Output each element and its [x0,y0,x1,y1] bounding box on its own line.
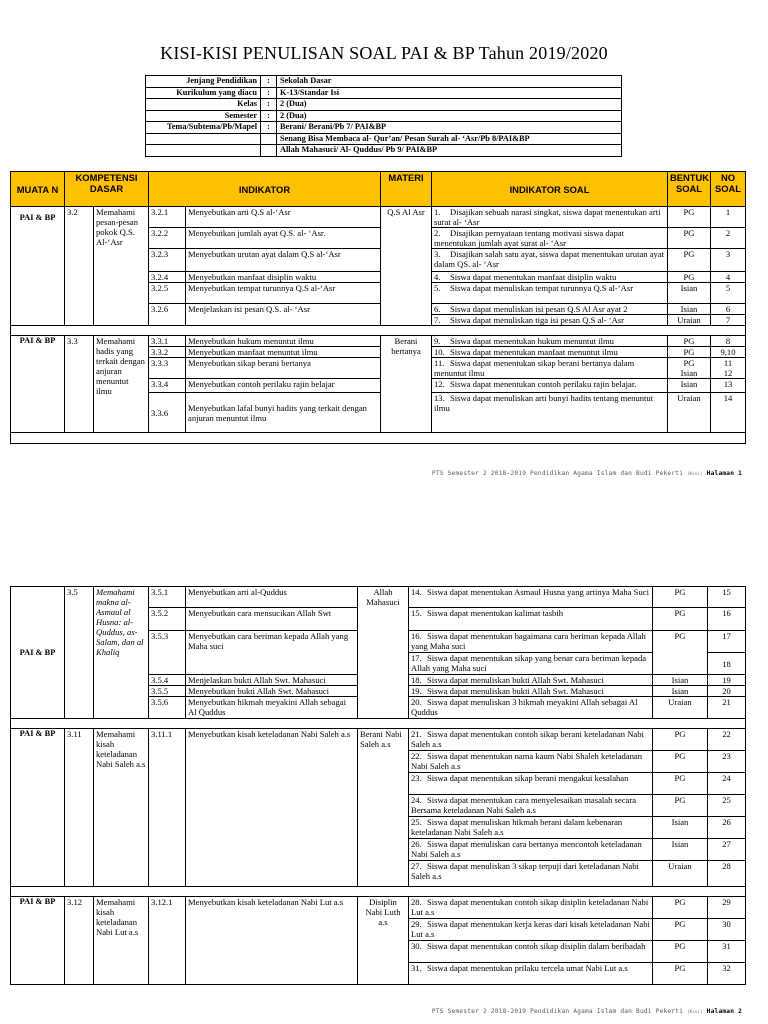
soal-number: 19. [411,686,422,696]
info-colon: : [261,99,277,111]
soal-cell [432,336,668,347]
indikator-text: Menjelaskan bukti Allah Swt. Mahasuci [186,675,358,686]
soal-cell [409,608,653,631]
soal-cell [409,773,653,795]
soal-cell [432,315,668,326]
info-row [146,76,622,88]
bentuk-soal: Uraian [668,393,711,433]
table-row [11,897,746,919]
materi-cell: Berani bertanya [381,336,432,433]
no-soal: 2 [711,228,746,249]
indikator-number: 3.11.1 [149,729,186,887]
bentuk-soal: PG [668,249,711,272]
bentuk-soal: PG [653,963,708,985]
soal-number: 14. [411,587,422,597]
soal-number: 12. [434,379,445,389]
soal-cell [432,304,668,315]
info-key: Jenjang Pendidikan [146,76,261,88]
footer-small: (Kisi) [687,471,703,476]
header-muatan: MUATA N [11,172,65,207]
soal-number: 13. [434,393,445,403]
indikator-number: 3.5.4 [149,675,186,686]
soal-text: Siswa dapat menuliskan arti bunyi hadits tentang menuntut ilmu [434,393,654,413]
soal-text: Disajikan sebuah narasi singkat, siswa dapat menentukan arti surat al- ‘Asr [434,207,661,227]
materi-cell: Allah Mahasuci [358,587,409,719]
no-soal-a: 11 [723,358,733,368]
indikator-text: Menyebutkan contoh perilaku rajin belajar [186,379,381,393]
info-key: Semester [146,110,261,122]
soal-cell [409,751,653,773]
soal-text: Siswa dapat menentukan sikap berani mengakui kesalahan [427,773,629,783]
soal-cell [409,631,653,653]
soal-cell [432,207,668,228]
soal-number: 18. [411,675,422,685]
indikator-number: 3.5.1 [149,587,186,608]
soal-number: 11. [434,358,445,368]
soal-text: Siswa dapat menuliskan cara bertanya mencontoh keteladanan Nabi Saleh a.s [411,839,642,859]
indikator-text: Menyebutkan lafal bunyi hadits yang terkait dengan anjuran menuntut ilmu [186,393,381,433]
soal-text: Siswa dapat menuliskan bukti Allah Swt. Mahasuci [427,675,604,685]
indikator-text: Menyebutkan jumlah ayat Q.S. al- ‘Asr. [186,228,381,249]
soal-text: Siswa dapat menentukan Asmaul Husna yang artinya Maha Suci [427,587,649,597]
no-soal: 25 [708,795,746,817]
no-soal: 22 [708,729,746,751]
soal-cell [432,272,668,283]
info-value: Senang Bisa Membaca al- Qur’an/ Pesan Surah al- ‘Asr/Pb 8/PAI&BP [277,133,622,145]
soal-number: 21. [411,729,422,739]
soal-cell [432,228,668,249]
soal-cell [409,817,653,839]
footer-small: (Kisi) [687,1009,703,1014]
info-row [146,87,622,99]
soal-cell [409,919,653,941]
soal-text: Disajikan pernyataan tentang motivasi siswa dapat menentukan jumlah ayat surat al- ‘Asr [434,228,624,248]
document-title: KISI-KISI PENULISAN SOAL PAI & BP Tahun 2019/2020 [160,43,608,63]
kd-number: 3.11 [65,729,94,887]
no-soal: 26 [708,817,746,839]
indikator-number: 3.2.5 [149,283,186,304]
info-row [146,145,622,157]
bentuk-soal: PG [653,795,708,817]
soal-number: 17. [411,653,422,663]
page-footer-2 [432,1008,742,1015]
soal-number: 1. [434,207,441,217]
indikator-text: Menyebutkan bukti Allah Swt. Mahasuci [186,686,358,697]
indikator-number: 3.2.1 [149,207,186,228]
soal-number: 24. [411,795,422,805]
info-colon [261,145,277,157]
bentuk-soal: PG [653,751,708,773]
indikator-number: 3.3.6 [149,393,186,433]
soal-cell [409,963,653,985]
kd-number: 3.2 [65,207,94,326]
footer-page: Halaman 1 [706,470,742,477]
materi-cell: Disiplin Nabi Luth a.s [358,897,409,985]
indikator-text: Menyebutkan arti Q.S al-‘Asr [186,207,381,228]
no-soal: 3 [711,249,746,272]
indikator-text: Menyebutkan hukum menuntut ilmu [186,336,381,347]
no-soal: 21 [708,697,746,719]
bentuk-soal-a: PG [683,358,695,368]
spacer-row [11,326,746,336]
no-soal: 30 [708,919,746,941]
soal-cell [409,795,653,817]
info-value: Sekolah Dasar [277,76,622,88]
indikator-text: Menyebutkan manfaat menuntut ilmu [186,347,381,358]
soal-number: 6. [434,304,441,314]
soal-cell [432,379,668,393]
soal-text: Siswa dapat menuliskan 3 hikmah meyakini Allah sebagai Al Quddus [411,697,638,717]
soal-cell [432,249,668,272]
indikator-number: 3.3.2 [149,347,186,358]
indikator-text: Menjelaskan isi pesan Q.S. al- ‘Asr [186,304,381,326]
soal-number: 10. [434,347,445,357]
indikator-text: Menyebutkan urutan ayat dalam Q.S al-‘Asr [186,249,381,272]
info-value: 2 (Dua) [277,110,622,122]
no-soal: 20 [708,686,746,697]
info-row [146,110,622,122]
muatan-cell: PAI & BP [11,729,65,887]
info-value: Allah Mahasuci/ Al- Quddus/ Pb 9/ PAI&BP [277,145,622,157]
bentuk-soal [668,358,711,379]
soal-text: Siswa dapat menentukan bagaimana cara beriman kepada Allah yang Maha suci [411,631,646,651]
info-colon [261,133,277,145]
bentuk-soal: PG [668,347,711,358]
bentuk-soal: PG [653,919,708,941]
footer-page: Halaman 2 [706,1008,742,1015]
soal-text: Siswa dapat menentukan contoh sikap berani keteladanan Nabi Saleh a.s [411,729,644,749]
soal-cell [409,686,653,697]
soal-cell [409,675,653,686]
bentuk-soal: Uraian [668,315,711,326]
header-kompetensi: KOMPETENSI DASAR [65,172,149,207]
spacer-row [11,719,746,729]
soal-text: Siswa dapat menuliskan isi pesan Q.S Al Asr ayat 2 [450,304,628,314]
indikator-text: Menyebutkan hikmah meyakini Allah sebagai Al Quddus [186,697,358,719]
footer-text: PTS Semester 2 2018-2019 Pendidikan Agama Islam dan Budi Pekerti [431,470,684,477]
soal-text: Siswa dapat menuliskan 3 sikap terpuji dari keteladanan Nabi Saleh a.s [411,861,639,881]
bentuk-soal: PG [653,897,708,919]
soal-text: Siswa dapat menuliskan tiga isi pesan Q.S al- ‘Asr [450,315,624,325]
indikator-number: 3.3.3 [149,358,186,379]
bentuk-soal: Isian [653,817,708,839]
no-soal: 17 [708,631,746,653]
info-key: Tema/Subtema/Pb/Mapel [146,122,261,134]
soal-text: Siswa dapat menentukan contoh sikap disiplin dalam beribadah [427,941,646,951]
soal-number: 30. [411,941,422,951]
muatan-cell: PAI & BP [11,897,65,985]
bentuk-soal-b: Isian [680,368,698,378]
indikator-text: Menyebutkan cara mensucikan Allah Swt [186,608,358,631]
soal-text: Siswa dapat menentukan kerja keras dari kisah keteladanan Nabi Lut a.s [411,919,650,939]
soal-text: Siswa dapat menentukan kalimat tasbih [427,608,564,618]
soal-text: Siswa dapat menentukan hukum menuntut ilmu [450,336,614,346]
table-row [11,336,746,347]
soal-text: Siswa dapat menuliskan bukti Allah Swt. Mahasuci [427,686,604,696]
no-soal-b: 12 [723,368,733,378]
indikator-number: 3.12.1 [149,897,186,985]
info-value: 2 (Dua) [277,99,622,111]
soal-cell [432,347,668,358]
bentuk-soal: Isian [668,379,711,393]
soal-text: Siswa dapat menuliskan hikmah berani dalam kebenaran keteladanan Nabi Saleh a.s [411,817,623,837]
indikator-text: Menyebutkan arti al-Quddus [186,587,358,608]
info-row [146,122,622,134]
soal-number: 31. [411,963,422,973]
indikator-number: 3.2.2 [149,228,186,249]
soal-number: 4. [434,272,441,282]
soal-cell [432,393,668,433]
soal-number: 28. [411,897,422,907]
kd-number: 3.5 [65,587,94,719]
soal-cell [409,839,653,861]
header-indikator-soal: INDIKATOR SOAL [432,172,668,207]
soal-cell [409,587,653,608]
bentuk-soal: PG [668,336,711,347]
no-soal: 19 [708,675,746,686]
soal-cell [409,653,653,675]
no-soal: 18 [708,653,746,675]
header-bentuk-soal: BENTUK SOAL [668,172,711,207]
muatan-cell: PAI & BP [11,207,65,326]
bentuk-soal: PG [653,773,708,795]
spacer-row [11,433,746,444]
info-colon: : [261,76,277,88]
bentuk-soal: PG [668,228,711,249]
no-soal: 27 [708,839,746,861]
kd-text: Memahami makna al-Asmaul al Husna: al-Quddus, as-Salam, dan al Khaliq [94,587,149,719]
bentuk-soal: Uraian [653,861,708,887]
soal-text: Siswa dapat menentukan prilaku tercela umat Nabi Lut a.s [427,963,628,973]
materi-cell: Berani Nabi Saleh a.s [358,729,409,887]
soal-number: 22. [411,751,422,761]
soal-text: Siswa dapat menentukan sikap yang benar cara beriman kepada Allah yang Maha suci [411,653,647,673]
soal-cell [409,897,653,919]
muatan-cell: PAI & BP [11,587,65,719]
page-footer-1 [432,470,742,477]
kd-text: Memahami hadis yang terkait dengan anjuran menuntut ilmu [94,336,149,433]
kisi-table-page2 [10,586,746,985]
indikator-number: 3.2.3 [149,249,186,272]
no-soal: 31 [708,941,746,963]
soal-number: 16. [411,631,422,641]
soal-number: 3. [434,249,441,259]
soal-text: Siswa dapat menentukan manfaat menuntut ilmu [450,347,618,357]
bentuk-soal: Isian [653,686,708,697]
no-soal: 24 [708,773,746,795]
header-no-soal: NO SOAL [711,172,746,207]
bentuk-soal: PG [653,941,708,963]
info-row [146,133,622,145]
no-soal: 15 [708,587,746,608]
kd-number: 3.12 [65,897,94,985]
soal-cell [409,861,653,887]
soal-cell [409,729,653,751]
soal-number: 29. [411,919,422,929]
soal-cell [409,941,653,963]
soal-cell [432,283,668,304]
info-key [146,145,261,157]
no-soal: 23 [708,751,746,773]
kd-text: Memahami pesan-pesan pokok Q.S. Al-‘Asr [94,207,149,326]
soal-text: Siswa dapat menentukan manfaat disiplin waktu [450,272,617,282]
soal-text: Siswa dapat menentukan sikap berani bertanya dalam menuntut ilmu [434,358,635,378]
soal-number: 23. [411,773,422,783]
bentuk-soal: Isian [653,675,708,686]
kisi-table-page1 [10,171,746,444]
bentuk-soal: PG [653,631,708,675]
bentuk-soal: PG [668,272,711,283]
soal-text: Siswa dapat menentukan contoh perilaku rajin belajar. [450,379,637,389]
bentuk-soal: PG [653,729,708,751]
soal-text: Disajikan salah satu ayat, siswa dapat menentukan urutan ayat dalam QS. al- ‘Asr [434,249,665,269]
info-key [146,133,261,145]
soal-text: Siswa dapat menuliskan tempat turunnya Q.S al-‘Asr [450,283,634,293]
footer-text: PTS Semester 2 2018-2019 Pendidikan Agama Islam dan Budi Pekerti [431,1008,684,1015]
info-value: Berani/ Berani/Pb 7/ PAI&BP [277,122,622,134]
indikator-number: 3.5.3 [149,631,186,675]
kd-text: Memahami kisah keteladanan Nabi Saleh a.s [94,729,149,887]
bentuk-soal: Isian [653,839,708,861]
table-row [11,729,746,751]
no-soal: 7 [711,315,746,326]
kd-text: Memahami kisah keteladanan Nabi Lut a.s [94,897,149,985]
no-soal [711,358,746,379]
soal-number: 9. [434,336,441,346]
table-row [11,587,746,608]
soal-number: 27. [411,861,422,871]
header-row [11,172,746,207]
soal-number: 26. [411,839,422,849]
indikator-text: Menyebutkan kisah keteladanan Nabi Saleh a.s [186,729,358,887]
bentuk-soal: PG [653,608,708,631]
no-soal: 13 [711,379,746,393]
soal-number: 7. [434,315,441,325]
no-soal: 6 [711,304,746,315]
muatan-cell: PAI & BP [11,336,65,433]
info-table [145,75,622,157]
indikator-text: Menyebutkan cara beriman kepada Allah yang Maha suci [186,631,358,675]
indikator-number: 3.2.6 [149,304,186,326]
bentuk-soal: Isian [668,283,711,304]
no-soal: 8 [711,336,746,347]
indikator-text: Menyebutkan sikap berani bertanya [186,358,381,379]
no-soal: 9,10 [711,347,746,358]
soal-number: 2. [434,228,441,238]
bentuk-soal: Uraian [653,697,708,719]
indikator-text: Menyebutkan kisah keteladanan Nabi Lut a.s [186,897,358,985]
bentuk-soal: Isian [668,304,711,315]
indikator-number: 3.3.1 [149,336,186,347]
no-soal: 28 [708,861,746,887]
spacer-row [11,887,746,897]
soal-number: 15. [411,608,422,618]
no-soal: 14 [711,393,746,433]
info-value: K-13/Standar Isi [277,87,622,99]
kd-number: 3.3 [65,336,94,433]
soal-text: Siswa dapat menentukan nama kaum Nabi Shaleh keteladanan Nabi Saleh a.s [411,751,643,771]
info-colon: : [261,110,277,122]
no-soal: 1 [711,207,746,228]
indikator-number: 3.5.2 [149,608,186,631]
info-colon: : [261,122,277,134]
header-materi: MATERI [381,172,432,207]
no-soal: 29 [708,897,746,919]
indikator-number: 3.5.6 [149,697,186,719]
info-row [146,99,622,111]
no-soal: 4 [711,272,746,283]
indikator-number: 3.2.4 [149,272,186,283]
table-row [11,207,746,228]
indikator-text: Menyebutkan manfaat disiplin waktu [186,272,381,283]
info-key: Kurikulum yang diacu [146,87,261,99]
soal-number: 5. [434,283,441,293]
soal-text: Siswa dapat menentukan contoh sikap disiplin keteladanan Nabi Lut a.s [411,897,649,917]
no-soal: 5 [711,283,746,304]
no-soal: 32 [708,963,746,985]
soal-cell [409,697,653,719]
header-indikator: INDIKATOR [149,172,381,207]
indikator-text: Menyebutkan tempat turunnya Q.S al-‘Asr [186,283,381,304]
info-key: Kelas [146,99,261,111]
soal-text: Siswa dapat menentukan cara menyelesaikan masalah secara Bersama keteladanan Nabi Saleh a.s [411,795,637,815]
bentuk-soal: PG [668,207,711,228]
materi-cell: Q.S Al Asr [381,207,432,326]
indikator-number: 3.3.4 [149,379,186,393]
no-soal: 16 [708,608,746,631]
soal-number: 20. [411,697,422,707]
soal-number: 25. [411,817,422,827]
info-colon: : [261,87,277,99]
indikator-number: 3.5.5 [149,686,186,697]
soal-cell [432,358,668,379]
bentuk-soal: PG [653,587,708,608]
